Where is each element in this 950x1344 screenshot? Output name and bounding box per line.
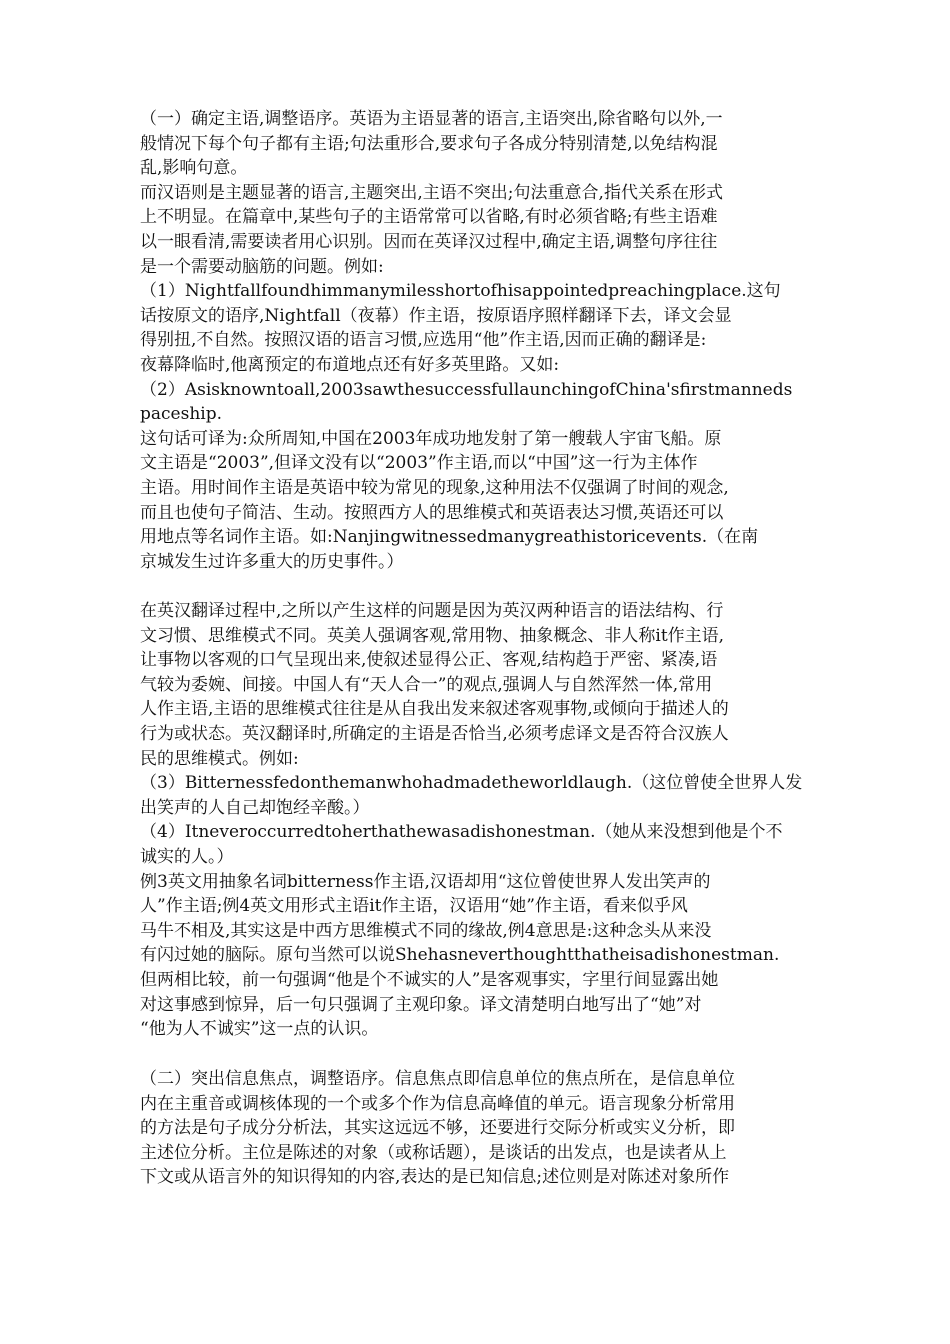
text-line: （1）Nightfallfoundhimmanymilesshortofhisappointedpreachingplace.这句 xyxy=(140,281,781,302)
text-line: 气较为委婉、间接。中国人有“天人合一”的观点,强调人与自然浑然一体,常用 xyxy=(140,674,713,695)
text-line: 行为或状态。英汉翻译时,所确定的主语是否恰当,必须考虑译文是否符合汉族人 xyxy=(140,723,729,744)
text-line: 文习惯、思维模式不同。英美人强调客观,常用物、抽象概念、非人称it作主语, xyxy=(140,625,725,646)
text-line: 对这事感到惊异，后一句只强调了主观印象。译文清楚明白地写出了“她”对 xyxy=(140,994,702,1015)
text-line: （4）Itneveroccurredtoherthathewasadishonestman.（她从来没想到他是个不 xyxy=(140,822,783,843)
text-line: 是一个需要动脑筋的问题。例如: xyxy=(140,256,384,277)
text-line: 马牛不相及,其实这是中西方思维模式不同的缘故,例4意思是:这种念头从来没 xyxy=(140,920,712,941)
text-line: 让事物以客观的口气呈现出来,使叙述显得公正、客观,结构趋于严密、紧凑,语 xyxy=(140,650,718,671)
text-line: 得别扭,不自然。按照汉语的语言习惯,应选用“他”作主语,因而正确的翻译是: xyxy=(140,330,707,351)
text-line: 例3英文用抽象名词bitterness作主语,汉语却用“这位曾使世界人发出笑声的 xyxy=(140,871,711,892)
text-line: 而且也使句子简洁、生动。按照西方人的思维模式和英语表达习惯,英语还可以 xyxy=(140,502,724,523)
text-line: 内在主重音或调核体现的一个或多个作为信息高峰值的单元。语言现象分析常用 xyxy=(140,1093,735,1114)
text-line: 京城发生过许多重大的历史事件。） xyxy=(140,551,404,572)
text-line: 般情况下每个句子都有主语;句法重形合,要求句子各成分特别清楚,以免结构混 xyxy=(140,133,718,154)
text-line: （2）Asisknowntoall,2003sawthesuccessfullaunchingofChina'sfirstmanneds xyxy=(140,379,793,400)
text-line: 这句话可译为:众所周知,中国在2003年成功地发射了第一艘载人宇宙飞船。原 xyxy=(140,428,722,449)
text-line: （一）确定主语,调整语序。英语为主语显著的语言,主语突出,除省略句以外,一 xyxy=(140,109,723,129)
text-line: 夜幕降临时,他离预定的布道地点还有好多英里路。又如: xyxy=(140,354,560,375)
section1-intro xyxy=(140,107,812,574)
text-line: 人作主语,主语的思维模式往往是从自我出发来叙述客观事物,或倾向于描述人的 xyxy=(140,699,729,720)
text-line: （二）突出信息焦点，调整语序。信息焦点即信息单位的焦点所在，是信息单位 xyxy=(140,1069,735,1089)
text-line: 人”作主语;例4英文用形式主语it作主语，汉语用“她”作主语，看来似乎风 xyxy=(140,896,688,917)
text-line: （3）Bitternessfedonthemanwhohadmadetheworldlaugh.（这位曾使全世界人发 xyxy=(140,773,803,794)
text-line: 民的思维模式。例如: xyxy=(140,748,299,769)
text-line: 但两相比较，前一句强调“他是个不诚实的人”是客观事实，字里行间显露出她 xyxy=(140,969,719,990)
text-line: 文主语是“2003”,但译文没有以“2003”作主语,而以“中国”这一行为主体作 xyxy=(140,453,698,474)
text-line: 用地点等名词作主语。如:Nanjingwitnessedmanygreathistoricevents.（在南 xyxy=(140,527,759,548)
text-line: 乱,影响句意。 xyxy=(140,158,248,179)
text-line: 诚实的人。） xyxy=(140,846,234,867)
text-line: “他为人不诚实”这一点的认识。 xyxy=(140,1019,379,1040)
text-line: 有闪过她的脑际。原句当然可以说Shehasneverthoughtthatheisadishonestman. xyxy=(140,945,780,966)
text-line: 在英汉翻译过程中,之所以产生这样的问题是因为英汉两种语言的语法结构、行 xyxy=(140,601,724,621)
text-line: 上不明显。在篇章中,某些句子的主语常常可以省略,有时必须省略;有些主语难 xyxy=(140,207,718,228)
text-line: 而汉语则是主题显著的语言,主题突出,主语不突出;句法重意合,指代关系在形式 xyxy=(140,182,723,203)
section1-discussion xyxy=(140,599,812,1042)
text-line: paceship. xyxy=(140,404,222,425)
text-line: 主语。用时间作主语是英语中较为常见的现象,这种用法不仅强调了时间的观念, xyxy=(140,477,729,498)
text-line: 话按原文的语序,Nightfall（夜幕）作主语，按原语序照样翻译下去，译文会显 xyxy=(140,305,732,326)
text-line: 主述位分析。主位是陈述的对象（或称话题），是谈话的出发点，也是读者从上 xyxy=(140,1142,727,1163)
text-line: 以一眼看清,需要读者用心识别。因而在英译汉过程中,确定主语,调整句序往往 xyxy=(140,231,718,252)
text-line: 的方法是句子成分分析法，其实这远远不够，还要进行交际分析或实义分析，即 xyxy=(140,1118,735,1139)
text-line: 下文或从语言外的知识得知的内容,表达的是已知信息;述位则是对陈述对象所作 xyxy=(140,1167,730,1188)
text-line: 出笑声的人自己却饱经辛酸。） xyxy=(140,797,370,818)
section2-intro xyxy=(140,1067,812,1190)
